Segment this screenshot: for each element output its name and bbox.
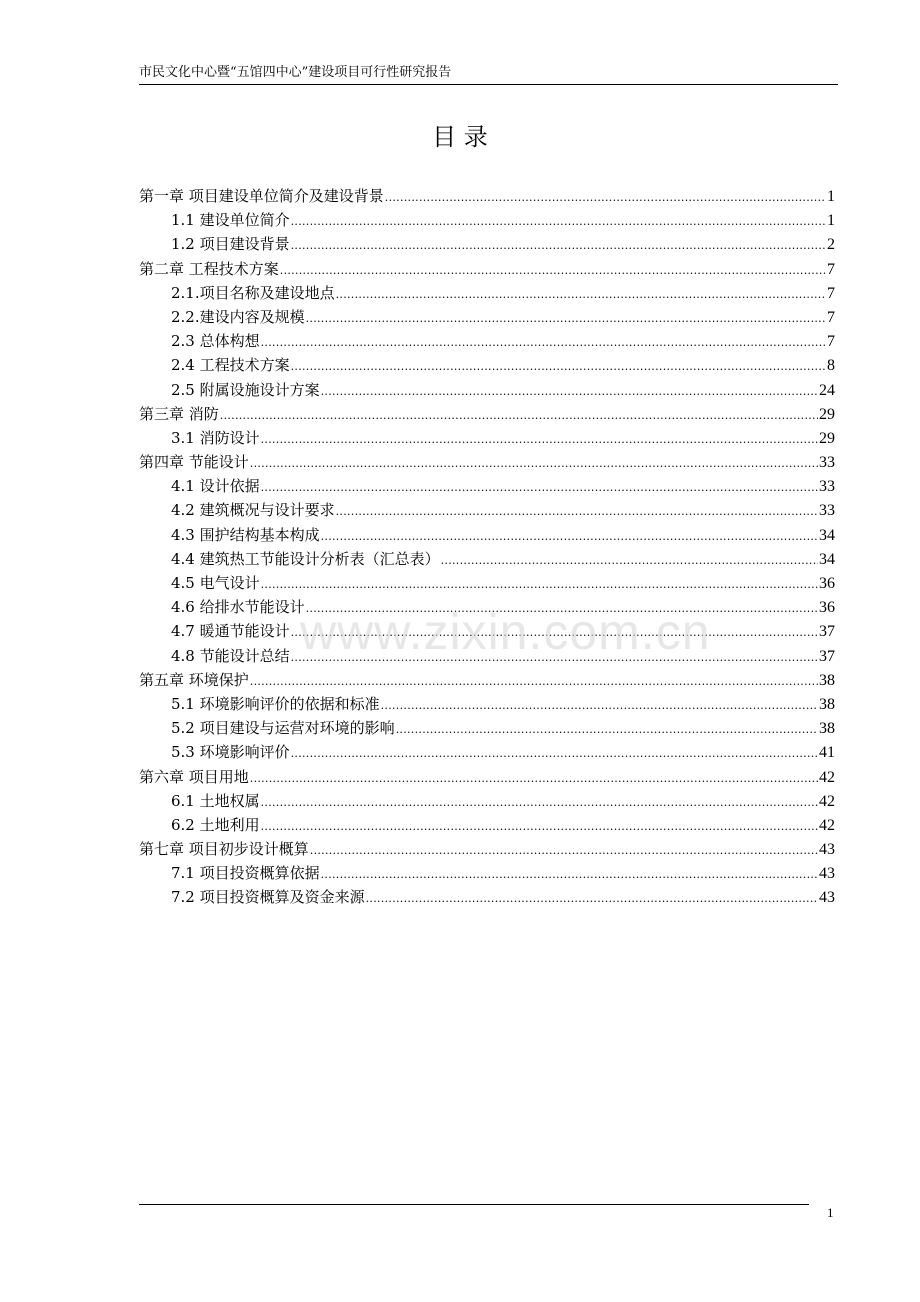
- watermark: www.zixin.com.cn: [300, 604, 711, 660]
- toc-entry-label: 4.2 建筑概况与设计要求: [171, 501, 335, 520]
- toc-leader-dots: [261, 428, 818, 452]
- toc-section-entry[interactable]: [139, 813, 835, 837]
- toc-section-entry[interactable]: [139, 885, 835, 909]
- toc-entry-label: 第二章 工程技术方案: [139, 259, 279, 278]
- toc-title: 目 录: [432, 123, 488, 151]
- toc-leader-dots: [396, 718, 818, 742]
- toc-leader-dots: [321, 380, 818, 404]
- toc-section-entry[interactable]: [139, 208, 835, 232]
- toc-section-entry[interactable]: [139, 571, 835, 595]
- toc-section-entry[interactable]: [139, 426, 835, 450]
- toc-leader-dots: [441, 549, 818, 573]
- toc-page-number: 7: [827, 284, 835, 302]
- toc-leader-dots: [310, 839, 818, 863]
- toc-section-entry[interactable]: [139, 498, 835, 522]
- toc-leader-dots: [366, 887, 818, 911]
- toc-leader-dots: [291, 210, 826, 234]
- toc-page-number: 36: [819, 575, 835, 592]
- toc-entry-label: 4.3 围护结构基本构成: [171, 525, 320, 544]
- toc-leader-dots: [261, 331, 826, 355]
- toc-section-entry[interactable]: [139, 692, 835, 716]
- toc-page-number: 33: [819, 478, 835, 496]
- toc-leader-dots: [291, 234, 826, 258]
- toc-entry-label: 1.1 建设单位简介: [171, 211, 290, 230]
- toc-page-number: 42: [819, 792, 835, 810]
- toc-entry-label: 5.1 环境影响评价的依据和标准: [171, 694, 380, 713]
- toc-page-number: 8: [827, 357, 835, 375]
- toc-section-entry[interactable]: [139, 281, 835, 305]
- toc-chapter-entry[interactable]: [139, 837, 835, 861]
- toc-page-number: 36: [819, 599, 835, 617]
- toc-page-number: 43: [819, 841, 835, 859]
- toc-leader-dots: [381, 694, 818, 718]
- toc-page-number: 7: [827, 308, 835, 326]
- toc-entry-label: 2.1.项目名称及建设地点: [171, 283, 335, 302]
- toc-page-number: 37: [819, 647, 835, 665]
- toc-section-entry[interactable]: [139, 523, 835, 547]
- toc-entry-label: 5.3 环境影响评价: [171, 743, 290, 762]
- toc-leader-dots: [321, 525, 818, 549]
- toc-section-entry[interactable]: [139, 232, 835, 256]
- toc-entry-label: 2.3 总体构想: [171, 332, 260, 351]
- toc-page-number: 34: [819, 526, 835, 544]
- toc-leader-dots: [261, 573, 818, 597]
- toc-leader-dots: [250, 767, 818, 791]
- toc-section-entry[interactable]: [139, 378, 835, 402]
- toc-entry-label: 5.2 项目建设与运营对环境的影响: [171, 719, 395, 738]
- footer-rule: [139, 1204, 809, 1205]
- toc-chapter-entry[interactable]: [139, 450, 835, 474]
- toc-leader-dots: [385, 186, 826, 210]
- toc-entry-label: 第四章 节能设计: [139, 453, 249, 472]
- toc-entry-label: 4.4 建筑热工节能设计分析表（汇总表）: [171, 549, 440, 568]
- toc-entry-label: 2.2.建设内容及规模: [171, 307, 305, 326]
- toc-leader-dots: [280, 259, 826, 283]
- toc-page-number: 42: [819, 816, 835, 834]
- toc-chapter-entry[interactable]: [139, 402, 835, 426]
- toc-page-number: 1: [827, 188, 835, 205]
- toc-section-entry[interactable]: [139, 716, 835, 740]
- table-of-contents: [139, 184, 835, 910]
- toc-entry-label: 4.1 设计依据: [171, 477, 260, 496]
- toc-chapter-entry[interactable]: [139, 765, 835, 789]
- toc-section-entry[interactable]: [139, 329, 835, 353]
- toc-leader-dots: [261, 815, 818, 839]
- toc-leader-dots: [250, 670, 818, 694]
- toc-page-number: 34: [819, 550, 835, 568]
- toc-entry-label: 第一章 项目建设单位简介及建设背景: [139, 187, 384, 205]
- toc-entry-label: 4.6 给排水节能设计: [171, 598, 305, 617]
- toc-page-number: 38: [819, 671, 835, 689]
- toc-page-number: 2: [827, 236, 835, 254]
- toc-chapter-entry[interactable]: [139, 184, 835, 208]
- toc-entry-label: 2.5 附属设施设计方案: [171, 380, 320, 399]
- toc-section-entry[interactable]: [139, 619, 835, 643]
- toc-entry-label: 第七章 项目初步设计概算: [139, 840, 309, 859]
- toc-leader-dots: [321, 863, 818, 887]
- toc-leader-dots: [291, 355, 826, 379]
- toc-leader-dots: [336, 283, 826, 307]
- running-header: 市民文化中心暨“五馆四中心”建设项目可行性研究报告: [139, 66, 838, 85]
- toc-leader-dots: [291, 621, 818, 645]
- toc-chapter-entry[interactable]: [139, 668, 835, 692]
- toc-leader-dots: [306, 307, 826, 331]
- toc-entry-label: 4.8 节能设计总结: [171, 646, 290, 665]
- toc-section-entry[interactable]: [139, 644, 835, 668]
- toc-section-entry[interactable]: [139, 305, 835, 329]
- toc-page-number: 37: [819, 623, 835, 641]
- toc-leader-dots: [336, 500, 818, 524]
- toc-leader-dots: [291, 646, 818, 670]
- toc-section-entry[interactable]: [139, 547, 835, 571]
- toc-leader-dots: [291, 742, 818, 766]
- toc-page-number: 38: [819, 720, 835, 738]
- toc-page-number: 24: [819, 381, 835, 399]
- toc-entry-label: 第五章 环境保护: [139, 670, 249, 689]
- toc-page-number: 43: [819, 889, 835, 907]
- toc-page-number: 7: [827, 333, 835, 351]
- toc-chapter-entry[interactable]: [139, 257, 835, 281]
- page-number: 1: [827, 1205, 834, 1220]
- toc-entry-label: 6.2 土地利用: [171, 815, 260, 834]
- toc-section-entry[interactable]: [139, 595, 835, 619]
- toc-page-number: 33: [819, 454, 835, 472]
- toc-leader-dots: [250, 452, 818, 476]
- toc-leader-dots: [220, 404, 818, 428]
- toc-entry-label: 第三章 消防: [139, 404, 219, 423]
- toc-section-entry[interactable]: [139, 789, 835, 813]
- toc-page-number: 29: [819, 405, 835, 423]
- toc-page-number: 43: [819, 865, 835, 883]
- toc-page-number: 29: [819, 429, 835, 447]
- toc-entry-label: 1.2 项目建设背景: [171, 235, 290, 254]
- toc-leader-dots: [261, 476, 818, 500]
- toc-section-entry[interactable]: [139, 353, 835, 377]
- toc-section-entry[interactable]: [139, 474, 835, 498]
- toc-page-number: 33: [819, 502, 835, 520]
- toc-page-number: 7: [827, 260, 835, 278]
- toc-page-number: 42: [819, 768, 835, 786]
- toc-section-entry[interactable]: [139, 740, 835, 764]
- toc-entry-label: 第六章 项目用地: [139, 767, 249, 786]
- toc-leader-dots: [306, 597, 818, 621]
- toc-entry-label: 7.1 项目投资概算依据: [171, 864, 320, 883]
- toc-page-number: 38: [819, 695, 835, 713]
- toc-leader-dots: [261, 791, 818, 815]
- toc-section-entry[interactable]: [139, 861, 835, 885]
- toc-entry-label: 7.2 项目投资概算及资金来源: [171, 888, 365, 907]
- toc-entry-label: 2.4 工程技术方案: [171, 356, 290, 375]
- toc-page-number: 41: [819, 744, 835, 762]
- toc-entry-label: 4.5 电气设计: [171, 574, 260, 592]
- toc-entry-label: 3.1 消防设计: [171, 428, 260, 447]
- toc-page-number: 1: [827, 212, 835, 230]
- toc-entry-label: 6.1 土地权属: [171, 791, 260, 810]
- toc-entry-label: 4.7 暖通节能设计: [171, 622, 290, 641]
